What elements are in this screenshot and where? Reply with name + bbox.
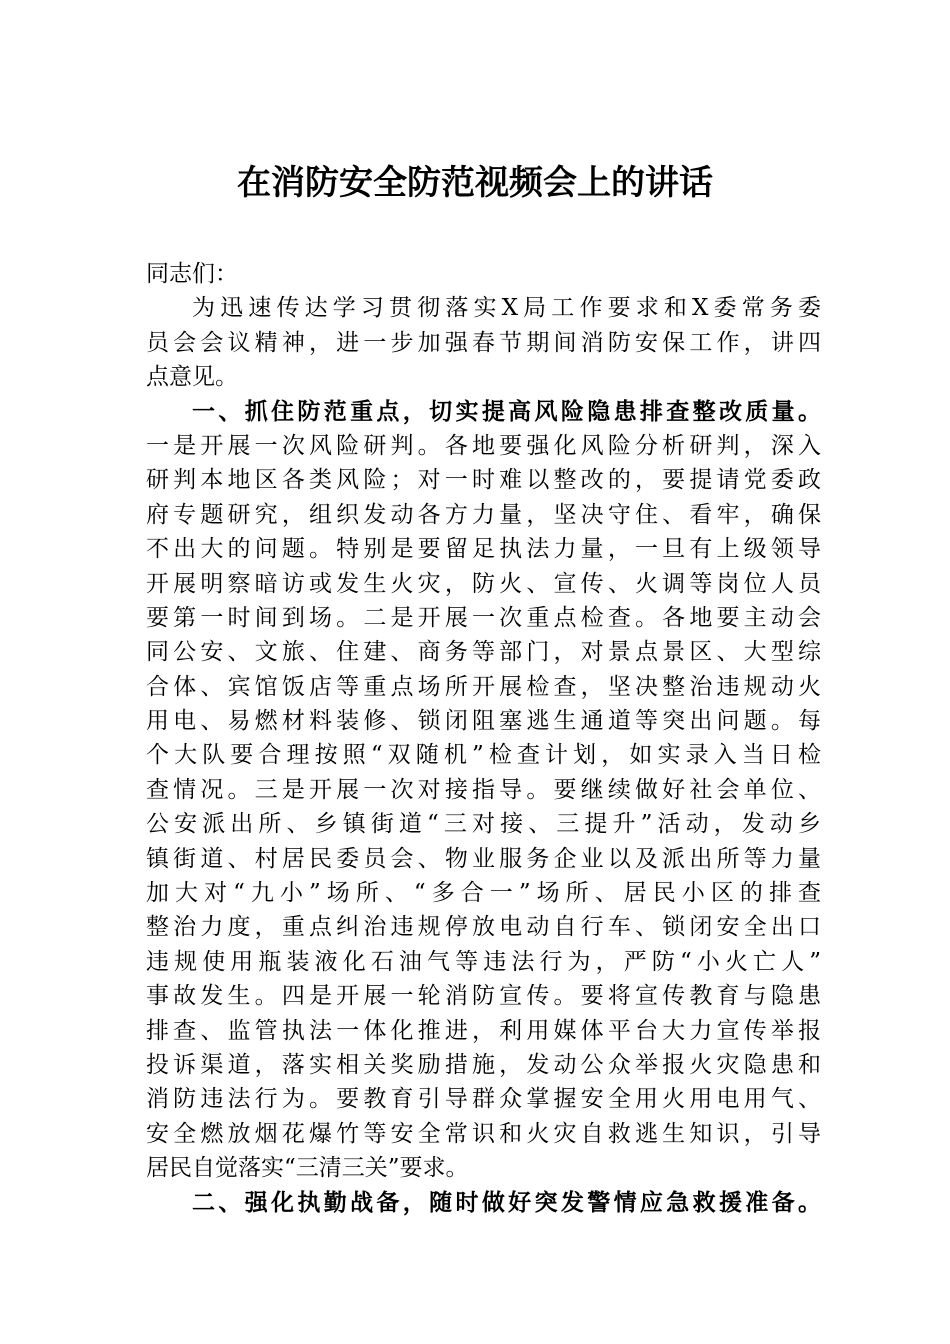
paragraph-line: 个大队要合理按照“双随机”检查计划，如实录入当日检 xyxy=(146,742,821,769)
paragraph-line: 要第一时间到场。二是开展一次重点检查。各地要主动会 xyxy=(146,604,821,631)
paragraph-line: 公安派出所、乡镇街道“三对接、三提升”活动，发动乡 xyxy=(146,811,821,838)
paragraph-line: 查情况。三是开展一次对接指导。要继续做好社会单位、 xyxy=(146,776,821,803)
paragraph-line: 加大对“九小”场所、“多合一”场所、居民小区的排查 xyxy=(146,880,821,907)
paragraph-line: 同公安、文旅、住建、商务等部门，对景点景区、大型综 xyxy=(146,639,821,666)
section-heading-2: 二、强化执勤战备，随时做好突发警情应急救援准备。 xyxy=(192,1188,821,1216)
paragraph-line: 违规使用瓶装液化石油气等违法行为，严防“小火亡人” xyxy=(146,948,821,975)
document-title: 在消防安全防范视频会上的讲话 xyxy=(237,163,713,203)
paragraph-line: 镇街道、村居民委员会、物业服务企业以及派出所等力量 xyxy=(146,845,821,872)
document-body xyxy=(146,257,821,1220)
salutation-line: 同志们： xyxy=(146,261,238,287)
paragraph-line: 安全燃放烟花爆竹等安全常识和火灾自救逃生知识，引导 xyxy=(146,1120,821,1147)
paragraph-line: 消防违法行为。要教育引导群众掌握安全用火用电用气、 xyxy=(146,1086,821,1113)
paragraph-line: 开展明察暗访或发生火灾，防火、宣传、火调等岗位人员 xyxy=(146,570,821,597)
paragraph-line: 排查、监管执法一体化推进，利用媒体平台大力宣传举报 xyxy=(146,1017,821,1044)
paragraph-line: 为迅速传达学习贯彻落实X局工作要求和X委常务委 xyxy=(192,295,821,322)
paragraph-line: 不出大的问题。特别是要留足执法力量，一旦有上级领导 xyxy=(146,536,821,563)
section-heading-1: 一、抓住防范重点，切实提高风险隐患排查整改质量。 xyxy=(192,397,821,425)
paragraph-line: 投诉渠道，落实相关奖励措施，发动公众举报火灾隐患和 xyxy=(146,1051,821,1078)
paragraph-line: 事故发生。四是开展一轮消防宣传。要将宣传教育与隐患 xyxy=(146,983,821,1010)
paragraph-line: 合体、宾馆饭店等重点场所开展检查，坚决整治违规动火 xyxy=(146,673,821,700)
paragraph-line: 点意见。 xyxy=(146,364,238,391)
paragraph-line: 员会会议精神，进一步加强春节期间消防安保工作，讲四 xyxy=(146,329,821,356)
paragraph-line: 居民自觉落实“三清三关”要求。 xyxy=(146,1155,469,1182)
paragraph-line: 府专题研究，组织发动各方力量，坚决守住、看牢，确保 xyxy=(146,501,821,528)
paragraph-line: 研判本地区各类风险；对一时难以整改的，要提请党委政 xyxy=(146,467,821,494)
paragraph-line: 一是开展一次风险研判。各地要强化风险分析研判，深入 xyxy=(146,432,821,459)
paragraph-line: 整治力度，重点纠治违规停放电动自行车、锁闭安全出口 xyxy=(146,914,821,941)
paragraph-line: 用电、易燃材料装修、锁闭阻塞逃生通道等突出问题。每 xyxy=(146,708,821,735)
